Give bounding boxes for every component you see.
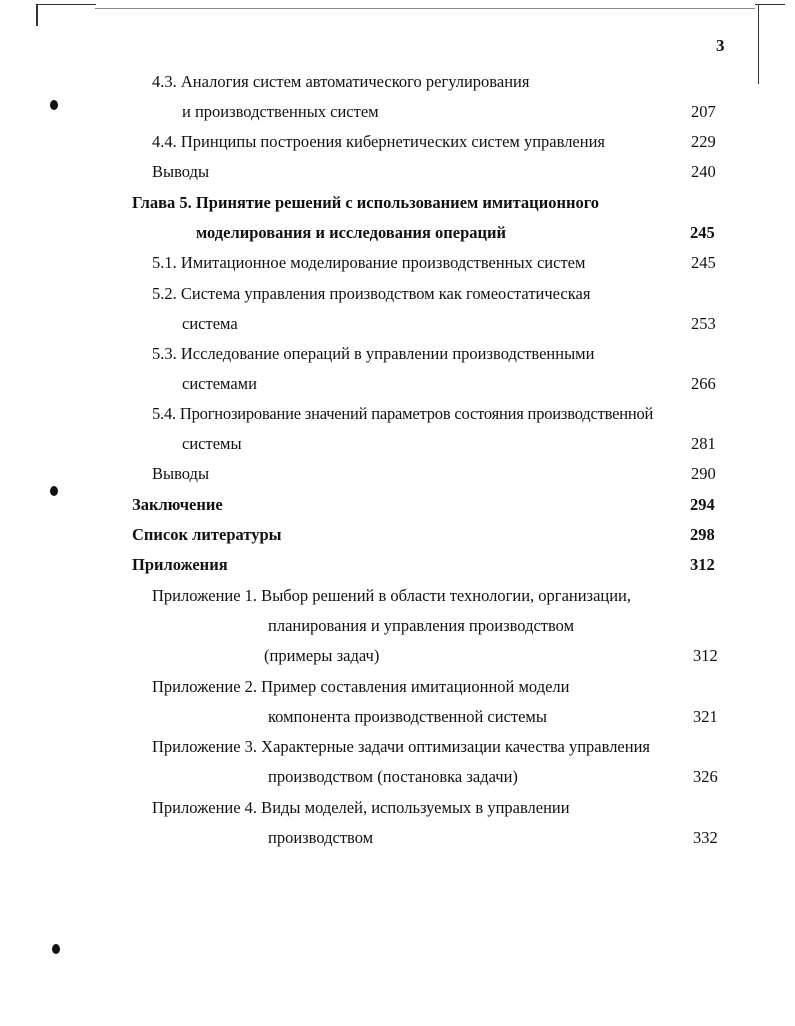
scan-border-top (95, 8, 755, 9)
toc-appendix-1-line-2: планирования и управления производством (268, 616, 575, 635)
toc-chapter-5-line-1: Глава 5. Принятие решений с использованием имитационного (132, 193, 600, 212)
toc-entry-5-3-line-1: 5.3. Исследование операций в управлении производственными (152, 344, 595, 363)
toc-entry-5-1-page: 245 (691, 253, 716, 272)
toc-section-conclusion-page: 294 (690, 495, 715, 514)
toc-entry-5-2-page: 253 (691, 314, 716, 333)
toc-entry-ch4-conclusions: Выводы (152, 162, 210, 181)
toc-section-conclusion: Заключение (132, 495, 223, 514)
toc-section-references: Список литературы (132, 525, 282, 544)
toc-appendix-2-line-2: компонента производственной системы (268, 707, 547, 726)
toc-appendix-3-page: 326 (693, 767, 718, 786)
toc-appendix-2-line-1: Приложение 2. Пример составления имитационной модели (152, 677, 570, 696)
binder-hole-mark (50, 100, 58, 110)
scan-border-top-right (755, 4, 785, 5)
toc-entry-ch5-conclusions-page: 290 (691, 464, 716, 483)
scan-border-left (36, 4, 38, 26)
toc-appendix-4-page: 332 (693, 828, 718, 847)
toc-chapter-5-page: 245 (690, 223, 715, 242)
toc-appendix-3-line-2: производством (постановка задачи) (268, 767, 518, 786)
toc-entry-5-4-line-1: 5.4. Прогнозирование значений параметров состояния производственной (152, 404, 654, 423)
toc-entry-5-1-line-1: 5.1. Имитационное моделирование производственных систем (152, 253, 586, 272)
toc-appendix-4-line-1: Приложение 4. Виды моделей, используемых в управлении (152, 798, 570, 817)
toc-entry-ch4-conclusions-page: 240 (691, 162, 716, 181)
toc-entry-4-4-line-1: 4.4. Принципы построения кибернетических систем управления (152, 132, 606, 151)
toc-entry-ch5-conclusions: Выводы (152, 464, 210, 483)
toc-entry-5-3-page: 266 (691, 374, 716, 393)
toc-entry-4-4-page: 229 (691, 132, 716, 151)
toc-section-references-page: 298 (690, 525, 715, 544)
toc-entry-5-2-line-2: система (182, 314, 238, 333)
toc-entry-5-4-line-2: системы (182, 434, 242, 453)
toc-entry-5-2-line-1: 5.2. Система управления производством как гомеостатическая (152, 284, 591, 303)
scan-border-right (758, 4, 759, 84)
toc-appendix-1-page: 312 (693, 646, 718, 665)
binder-hole-mark (50, 486, 58, 496)
binder-hole-mark (52, 944, 60, 954)
toc-appendix-3-line-1: Приложение 3. Характерные задачи оптимизации качества управления (152, 737, 650, 756)
page-number: 3 (716, 36, 725, 55)
toc-entry-4-3-line-1: 4.3. Аналогия систем автоматического регулирования (152, 72, 530, 91)
toc-section-appendices-page: 312 (690, 555, 715, 574)
toc-entry-4-3-line-2: и производственных систем (182, 102, 379, 121)
toc-appendix-2-page: 321 (693, 707, 718, 726)
toc-entry-5-4-page: 281 (691, 434, 716, 453)
toc-appendix-1-line-3: (примеры задач) (264, 646, 380, 665)
toc-chapter-5-line-2: моделирования и исследования операций (196, 223, 507, 242)
toc-appendix-4-line-2: производством (268, 828, 374, 847)
scan-border-top-left (36, 4, 96, 5)
toc-appendix-1-line-1: Приложение 1. Выбор решений в области технологии, организации, (152, 586, 632, 605)
toc-section-appendices: Приложения (132, 555, 228, 574)
toc-entry-5-3-line-2: системами (182, 374, 257, 393)
toc-entry-4-3-page: 207 (691, 102, 716, 121)
